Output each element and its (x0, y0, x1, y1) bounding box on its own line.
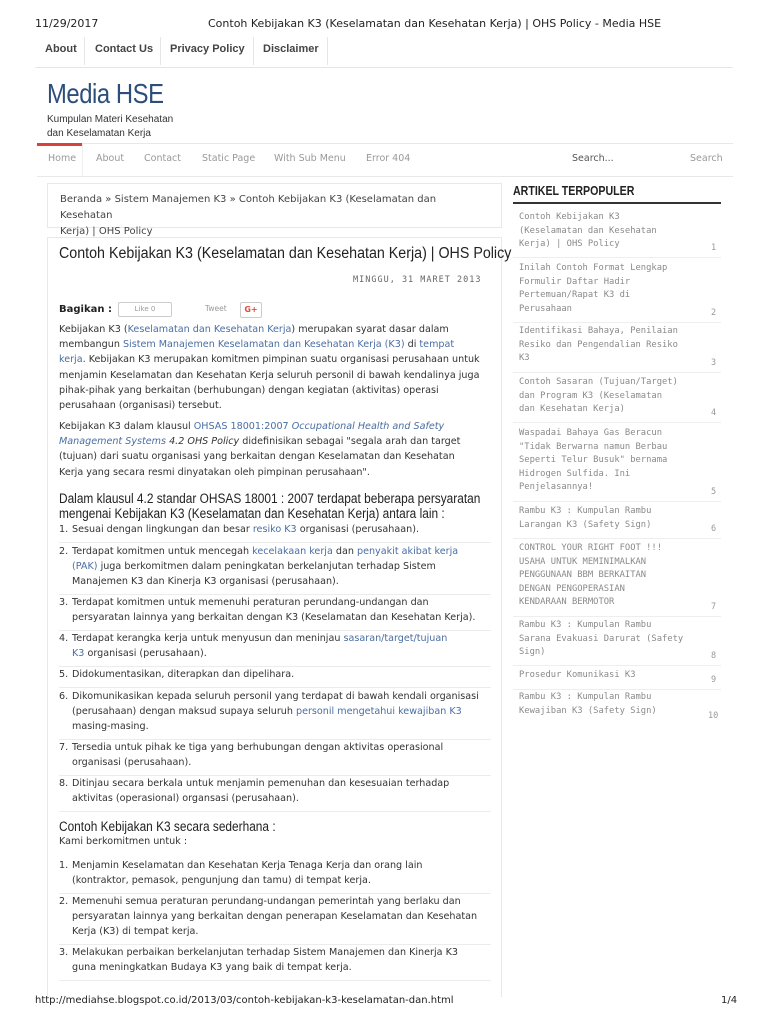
list-item (59, 595, 491, 631)
popular-post-title-line: Rambu K3 : Kumpulan Rambu (519, 506, 652, 516)
popular-post-title-line: Sign) (519, 647, 546, 658)
popular-post-divider (513, 689, 721, 690)
text: 4.2 OHS Policy (166, 436, 240, 448)
popular-post-title-line: Waspadai Bahaya Gas Beracun (519, 428, 662, 438)
popular-post-title-line: Prosedur Komunikasi K3 (519, 670, 636, 680)
link-resiko-k3[interactable]: resiko K3 (252, 524, 297, 535)
text: Kebijakan K3 ( (59, 324, 128, 335)
text: Manajemen K3 dan Kinerja K3 organisasi (perusahaan). (72, 576, 339, 587)
main-nav (37, 143, 733, 177)
text: persyaratan lainnya yang berkaitan dengan penerapan Keselamatan dan Kesehatan (72, 911, 478, 922)
list-number: 2. (59, 546, 69, 557)
link-tempat-kerja[interactable]: tempat (419, 339, 455, 351)
popular-post-divider (513, 616, 721, 617)
list-number: 5. (59, 669, 69, 680)
post-date: MINGGU, 31 MARET 2013 (353, 275, 482, 285)
popular-post-title-line: Contoh Kebijakan K3 (519, 212, 620, 222)
list-number: 2. (59, 896, 69, 907)
popular-post-divider (513, 322, 721, 323)
post-title: Contoh Kebijakan K3 (Keselamatan dan Kesehatan Kerja) | OHS Policy (59, 245, 512, 262)
popular-post-title-line: Sarana Evakuasi Darurat (Safety (519, 633, 684, 644)
print-page-number: 1/4 (721, 995, 738, 1006)
popular-post-link[interactable] (519, 325, 699, 366)
popular-post-title-line: Resiko dan Pengendalian Resiko (519, 339, 678, 350)
text: Kebijakan K3 dalam klausul (59, 421, 194, 432)
popular-post-title-line: Kerja) | OHS Policy (519, 239, 620, 250)
text: masing-masing. (72, 721, 149, 732)
link-pak[interactable]: (PAK) (72, 561, 98, 572)
popular-post-title-line: CONTROL YOUR RIGHT FOOT !!! (519, 543, 662, 553)
text: aktivitas (operasional) organsasi (perusahaan). (72, 793, 299, 804)
search-input[interactable]: Search... (572, 153, 614, 164)
text: Kerja (K3) di tempat kerja. (72, 926, 199, 937)
text: menjamin Keselamatan dan Kesehatan Kerja seluruh personil di bawah kendalinya juga (59, 369, 480, 381)
text: (perusahaan) dengan maksud supaya seluruh (72, 706, 296, 717)
topnav-disclaimer[interactable]: Disclaimer (263, 43, 319, 55)
popular-post-link[interactable] (519, 376, 699, 417)
breadcrumb-home[interactable]: Beranda (60, 194, 103, 205)
breadcrumb-current: Contoh Kebijakan K3 (Keselamatan dan Kesehatan (60, 194, 437, 221)
text: Ditinjau secara berkala untuk menjamin pemenuhan dan kesesuaian terhadap (72, 778, 450, 789)
text: membangun (59, 339, 123, 351)
text: Terdapat komitmen untuk memenuhi peraturan perundang-undangan dan (72, 597, 429, 608)
list-item (59, 740, 491, 776)
text: organisasi (perusahaan). (84, 648, 207, 659)
text: (tujuan) dari suatu organisasi yang berkaitan dengan Keselamatan dan Kesehatan (59, 451, 455, 463)
list-item (59, 522, 491, 543)
popular-post-title-line: Perusahaan (519, 303, 572, 314)
popular-post-rank: 9 (711, 675, 717, 685)
nav-static-page[interactable]: Static Page (202, 153, 256, 164)
list-number: 4. (59, 633, 69, 644)
breadcrumb-separator: » (229, 194, 236, 205)
text: . Kebijakan K3 merupakan komitmen pimpinan suatu organisasi perusahaan untuk (82, 354, 480, 366)
popular-post-link[interactable] (519, 211, 699, 252)
section-heading-sederhana: Contoh Kebijakan K3 secara sederhana : (59, 819, 276, 834)
topnav-divider (160, 37, 161, 65)
print-title: Contoh Kebijakan K3 (Keselamatan dan Kesehatan Kerja) | OHS Policy - Media HSE (208, 17, 662, 30)
print-url: http://mediahse.blogspot.co.id/2013/03/contoh-kebijakan-k3-keselamatan-dan.html (35, 995, 454, 1006)
breadcrumb-category[interactable]: Sistem Manajemen K3 (114, 194, 227, 205)
list-item (59, 894, 491, 945)
list-number: 3. (59, 947, 69, 958)
text: Dikomunikasikan kepada seluruh personil yang terdapat di bawah kendali organisasi (72, 691, 479, 702)
top-nav (35, 37, 733, 68)
list-number: 3. (59, 597, 69, 608)
share-label: Bagikan : (59, 304, 112, 315)
popular-post-link[interactable] (519, 262, 699, 316)
popular-post-divider (513, 257, 721, 258)
topnav-privacy-policy[interactable]: Privacy Policy (170, 43, 245, 55)
popular-post-rank: 6 (711, 524, 717, 534)
text: Occupational Health and Safety (288, 421, 445, 432)
post-paragraph-2 (59, 419, 491, 480)
popular-post-title-line: Contoh Sasaran (Tujuan/Target) (519, 377, 678, 387)
list-number: 1. (59, 524, 69, 535)
section-heading-klausul (59, 491, 481, 521)
popular-post-title-line: Rambu K3 : Kumpulan Rambu (519, 620, 652, 630)
google-plus-button[interactable]: G+ (240, 302, 262, 318)
breadcrumb-separator: » (105, 194, 112, 205)
text: organisasi (perusahaan). (72, 757, 192, 768)
sidebar-heading-underline (513, 202, 721, 204)
commit-intro: Kami berkomitmen untuk : (59, 836, 188, 847)
popular-post-divider (513, 538, 721, 539)
heading-line: Dalam klausul 4.2 standar OHSAS 18001 : 2007 terdapat beberapa persyaratan (59, 491, 481, 506)
text: Memenuhi semua peraturan perundang-undangan pemerintah yang berlaku dan (72, 896, 461, 907)
popular-post-title-line: Formulir Daftar Hadir (519, 276, 631, 287)
text: Tersedia untuk pihak ke tiga yang berhubungan dengan aktivitas operasional (72, 742, 444, 753)
link-personil-kewajiban-k3[interactable]: personil mengetahui kewajiban K3 (295, 706, 462, 717)
list-item (59, 667, 491, 688)
popular-post-divider (513, 501, 721, 502)
breadcrumb-current: Kerja) | OHS Policy (60, 226, 153, 237)
popular-post-link[interactable] (519, 691, 699, 718)
link-penyakit-akibat-kerja[interactable]: penyakit akibat kerja (356, 546, 459, 557)
link-sistem-manajemen-k3[interactable]: Sistem Manajemen Keselamatan dan Kesehatan Kerja (K3) (122, 339, 405, 351)
popular-post-divider (513, 372, 721, 373)
text: Sesuai dengan lingkungan dan besar (72, 524, 253, 535)
text: didefinisikan sebagai "segala arah dan target (239, 436, 461, 448)
popular-post-rank: 4 (711, 408, 717, 418)
popular-post-title-line: Pertemuan/Rapat K3 di (519, 290, 631, 301)
popular-post-title-line: USAHA UNTUK MEMINIMALKAN (519, 556, 647, 567)
sidebar-heading: ARTIKEL TERPOPULER (513, 184, 635, 198)
active-indicator (37, 143, 82, 146)
nav-error-404[interactable]: Error 404 (366, 153, 411, 164)
print-date: 11/29/2017 (35, 17, 99, 30)
popular-post-divider (513, 665, 721, 666)
search-button[interactable]: Search (690, 153, 723, 164)
text: dan (332, 546, 357, 557)
popular-post-rank: 3 (711, 358, 717, 368)
text: Terdapat kerangka kerja untuk menyusun dan meninjau (72, 633, 344, 644)
text: di (404, 339, 420, 351)
link-kecelakaan-kerja[interactable]: kecelakaan kerja (252, 546, 333, 557)
popular-post-title-line: Penjelasannya! (519, 482, 594, 493)
topnav-divider (84, 37, 85, 65)
text: Kerja yang secara resmi dinyatakan oleh pimpinan perusahaan". (59, 466, 370, 478)
popular-post-rank: 8 (711, 651, 717, 661)
popular-post-rank: 2 (711, 308, 717, 318)
nav-with-sub-menu[interactable]: With Sub Menu (274, 153, 346, 164)
popular-post-title-line: (Keselamatan dan Kesehatan (519, 225, 657, 236)
topnav-divider (253, 37, 254, 65)
list-number: 1. (59, 860, 69, 871)
text: (kontraktor, pemasok, pengunjung dan tamu) di tempat kerja. (72, 875, 371, 886)
text: Didokumentasikan, diterapkan dan dipelihara. (72, 669, 295, 680)
text: organisasi (perusahaan). (296, 524, 420, 535)
popular-post-title-line: "Tidak Berwarna namun Berbau (519, 441, 668, 452)
list-item (59, 858, 491, 894)
popular-post-rank: 1 (711, 243, 717, 253)
list-item (59, 776, 491, 812)
text: ) merupakan syarat dasar dalam (291, 324, 449, 335)
text: pihak-pihak yang berkaitan (berhubungan) dengan kegiatan (aktivitas) operasi (59, 384, 439, 396)
popular-post-link[interactable] (519, 619, 699, 660)
popular-post-link[interactable] (519, 427, 699, 495)
popular-post-title-line: Seperti Telur Busuk" bernama (519, 455, 668, 466)
text: juga berkomitmen dalam peningkatan berkelanjutan terhadap Sistem (97, 561, 436, 572)
text: Menjamin Keselamatan dan Kesehatan Kerja Tenaga Kerja dan orang lain (72, 860, 423, 871)
popular-post-rank: 10 (708, 711, 719, 721)
popular-post-title-line: Inilah Contoh Format Lengkap (519, 263, 668, 273)
topnav-divider (327, 37, 328, 65)
site-description (47, 113, 197, 141)
link-tempat-kerja[interactable]: kerja (59, 354, 83, 366)
popular-post-rank: 5 (711, 487, 717, 497)
text: persyaratan lainnya yang berkaitan dengan K3 (Keselamatan dan Kesehatan Kerja). (72, 612, 476, 623)
popular-post-link[interactable] (519, 542, 699, 610)
popular-post-title-line: Rambu K3 : Kumpulan Rambu (519, 692, 652, 702)
link-sasaran-target-tujuan[interactable]: sasaran/target/tujuan (343, 633, 448, 644)
text: Terdapat komitmen untuk mencegah (72, 546, 253, 557)
popular-post-title-line: Larangan K3 (Safety Sign) (519, 519, 652, 530)
text: perusahaan (organisasi) tersebut. (59, 400, 222, 412)
popular-post-title-line: Hidrogen Sulfida. Ini (519, 468, 631, 479)
heading-line: mengenai Kebijakan K3 (Keselamatan dan Kesehatan Kerja) antara lain : (59, 506, 445, 521)
popular-post-title-line: KENDARAAN BERMOTOR (519, 597, 615, 608)
popular-post-divider (513, 422, 721, 423)
tweet-button[interactable]: Tweet (205, 304, 227, 313)
popular-post-title-line: dan Kesehatan Kerja) (519, 404, 625, 415)
list-number: 7. (59, 742, 69, 753)
popular-post-link[interactable] (519, 669, 699, 683)
nav-divider (82, 144, 83, 176)
list-number: 6. (59, 691, 69, 702)
link-keselamatan-kesehatan-kerja[interactable]: Keselamatan dan Kesehatan Kerja (127, 324, 292, 335)
site-description-line: Kumpulan Materi Kesehatan (47, 114, 174, 125)
breadcrumb (47, 183, 502, 237)
text: Management Systems (59, 436, 167, 448)
nav-about[interactable]: About (96, 153, 125, 164)
topnav-about[interactable]: About (45, 43, 77, 55)
text: guna meningkatkan Budaya K3 yang baik di tempat kerja. (72, 962, 352, 973)
list-item (59, 631, 491, 667)
link-ohsas-18001[interactable]: OHSAS 18001:2007 (193, 421, 289, 432)
list-item (59, 544, 491, 595)
site-description-line: dan Keselamatan Kerja (47, 128, 151, 139)
list-number: 8. (59, 778, 69, 789)
popular-post-title-line: dan Program K3 (Keselamatan (519, 390, 662, 401)
nav-home[interactable]: Home (48, 153, 77, 164)
topnav-contact-us[interactable]: Contact Us (95, 43, 154, 55)
popular-post-title-line: Kewajiban K3 (Safety Sign) (519, 705, 657, 716)
popular-post-title-line: PENGGUNAAN BBM BERKAITAN (519, 570, 647, 581)
popular-post-rank: 7 (711, 602, 717, 612)
popular-post-title-line: K3 (519, 353, 530, 364)
list-item (59, 945, 491, 981)
nav-contact[interactable]: Contact (144, 153, 181, 164)
popular-post-link[interactable] (519, 505, 699, 532)
text: Melakukan perbaikan berkelanjutan terhadap Sistem Manajemen dan Kinerja K3 (72, 947, 458, 958)
list-item (59, 689, 491, 740)
link-k3[interactable]: K3 (72, 648, 85, 659)
post-paragraph-1 (59, 322, 491, 413)
popular-post-title-line: Identifikasi Bahaya, Penilaian (519, 326, 678, 336)
site-title[interactable]: Media HSE (47, 78, 164, 109)
facebook-like-button[interactable]: Like 0 (118, 302, 172, 317)
popular-post-title-line: DENGAN PENGOPERASIAN (519, 583, 625, 594)
